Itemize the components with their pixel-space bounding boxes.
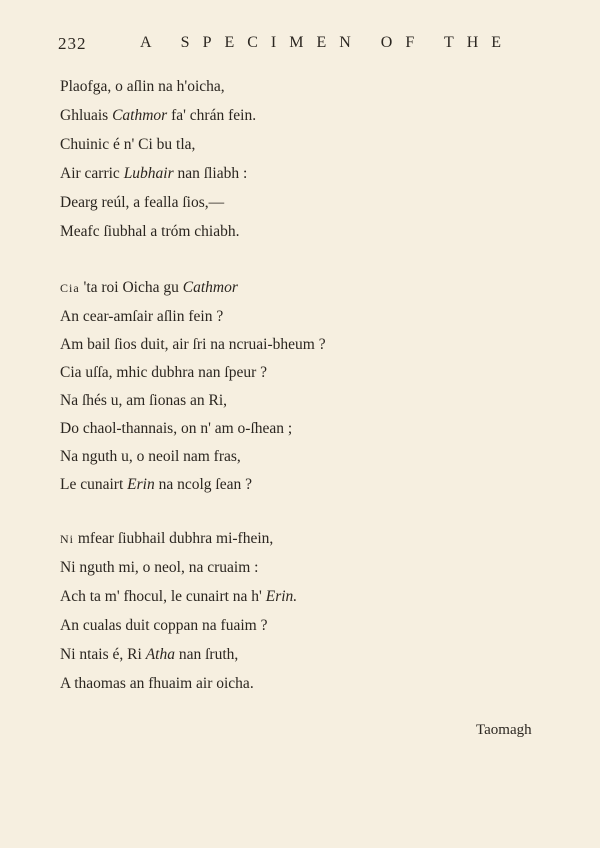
stanza2-line1 (60, 279, 238, 297)
verse-text: na ncolg ſean ? (154, 476, 252, 493)
stanza2-line7: Na nguth u, o neoil nam fras, (60, 448, 241, 465)
name-atha: Atha (145, 646, 175, 663)
stanza3-line6: A thaomas an fhuaim air oicha. (60, 675, 254, 692)
stanza3-line5 (60, 646, 238, 664)
stanza2-line8 (60, 476, 252, 494)
stanza1-line4 (60, 165, 247, 183)
stanza1-line3: Chuinic é n' Ci bu tla, (60, 136, 196, 153)
stanza2-line2: An cear-amſair aſlin fein ? (60, 308, 224, 325)
stanza1-line6: Meafc ſiubhal a tróm chiabh. (60, 223, 240, 240)
catchword: Taomagh (476, 722, 532, 738)
verse-text: fa' chrán fein. (167, 107, 257, 124)
name-lubhair: Lubhair (123, 165, 174, 182)
small-caps-opening: Cia (60, 281, 80, 295)
stanza2-line3: Am bail ſios duit, air ſri na ncruai-bheum ? (60, 336, 326, 353)
stanza1-line1: Plaofga, o aſlin na h'oicha, (60, 78, 225, 95)
name-cathmor: Cathmor (182, 279, 238, 296)
verse-text: Ach ta m' fhocul, le cunairt na h' (60, 588, 266, 605)
name-erin: Erin. (265, 588, 298, 605)
page-number: 232 (58, 34, 87, 53)
small-caps-opening: Ni (60, 532, 74, 546)
verse-text: Ni ntais é, Ri (60, 646, 146, 663)
stanza1-line5: Dearg reúl, a fealla ſios,— (60, 194, 225, 211)
name-cathmor: Cathmor (112, 107, 168, 124)
stanza2-line4: Cia uſſa, mhic dubhra nan ſpeur ? (60, 364, 268, 381)
stanza2-line5: Na ſhés u, am ſionas an Ri, (60, 392, 228, 409)
verse-text: Le cunairt (60, 476, 128, 493)
verse-text: 'ta roi Oicha gu (79, 279, 183, 296)
verse-text: Air carric (60, 165, 124, 182)
stanza3-line2: Ni nguth mi, o neol, na cruaim : (60, 559, 259, 576)
running-head: A SPECIMEN OF THE (140, 34, 515, 51)
stanza3-line1 (60, 530, 273, 548)
stanza1-line2 (60, 107, 256, 125)
stanza3-line3 (60, 588, 297, 606)
verse-text: nan ſruth, (174, 646, 239, 663)
stanza3-line4: An cualas duit coppan na fuaim ? (60, 617, 268, 634)
verse-text: Ghluais (60, 107, 113, 124)
verse-text: nan ſliabh : (173, 165, 248, 182)
stanza2-line6: Do chaol-thannais, on n' am o-ſhean ; (60, 420, 293, 437)
name-erin: Erin (127, 476, 155, 493)
verse-text: mfear ſiubhail dubhra mi-fhein, (74, 530, 274, 547)
